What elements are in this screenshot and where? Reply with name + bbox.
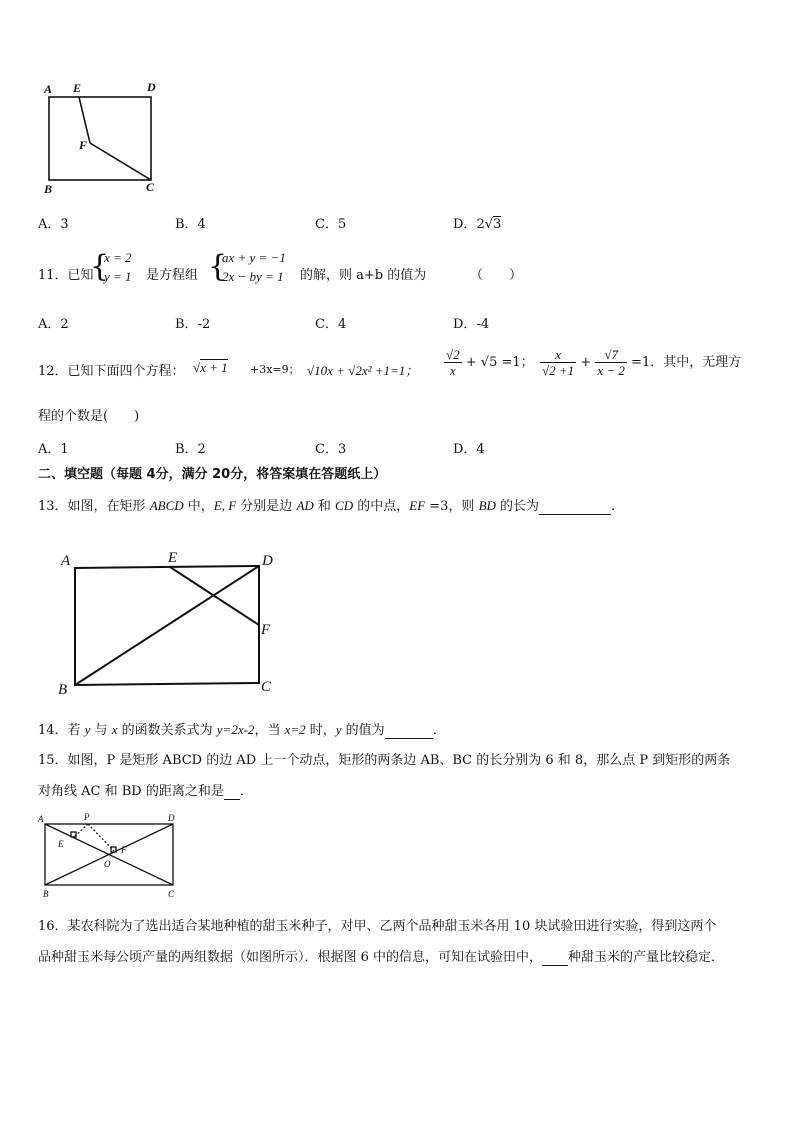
q11-number: 11．已知 <box>38 268 94 283</box>
q11-sys2-line1: ax + y = −1 <box>222 250 286 265</box>
fig10-seg-ef <box>79 97 90 143</box>
q12-eq3-num: √2 <box>446 347 460 362</box>
fig10-label-a: A <box>44 82 53 96</box>
q13-p5: 的中点， <box>353 499 410 514</box>
q11-option-b: B．-2 <box>175 317 211 332</box>
q13-ad: AD <box>296 498 314 513</box>
q11-mid-text: 是方程组 <box>146 268 199 283</box>
q12-eq4-tail: =1．其中，无理方 <box>631 355 742 370</box>
q12-eq1-tail: +3x=9； <box>250 363 300 376</box>
q13-p3: 分别是边 <box>236 499 297 514</box>
q14-p2: 与 <box>90 723 112 738</box>
q11-option-c: C．4 <box>315 317 347 332</box>
fig15-label-o: O <box>104 859 111 869</box>
q12-lead: 12．已知下面四个方程： <box>38 364 185 379</box>
q14-p5: 时， <box>305 723 336 738</box>
q13-text <box>38 495 624 515</box>
q14-end: ． <box>432 723 446 738</box>
sqrt-icon: √ <box>193 360 201 375</box>
q13-p7: 的长为 <box>495 499 540 514</box>
q15-answer-blank[interactable] <box>224 784 240 800</box>
section-2-heading: 二、填空题（每题 4分，满分 20分，将答案填在答题纸上） <box>38 467 387 482</box>
q13-p4: 和 <box>313 499 336 514</box>
q14-answer-blank[interactable] <box>385 723 433 739</box>
fig13-label-d: D <box>262 553 273 569</box>
q12-option-b: B．2 <box>175 442 206 457</box>
q12-eq2-text: 10x + √2x² +1=1； <box>314 363 419 378</box>
fig13-label-a: A <box>61 553 71 569</box>
q16-line2a: 品种甜玉米每公顷产量的两组数据（如图所示）．根据图 6 中的信息，可知在试验田中， <box>38 950 543 965</box>
q14-p4: ，当 <box>254 723 285 738</box>
q11-answer-paren: （ ） <box>470 268 523 283</box>
sqrt-icon: √ <box>484 217 494 232</box>
fig15-label-d: D <box>168 813 175 823</box>
figure-q13-rectangle <box>50 543 290 703</box>
q12-eq4a-num: x <box>540 347 576 363</box>
fig13-label-f: F <box>261 622 271 638</box>
q13-bd: BD <box>478 498 496 513</box>
figure-q10-rectangle <box>38 75 168 200</box>
q12-eq1 <box>193 360 228 376</box>
q12-option-d: D．4 <box>453 442 485 457</box>
q10-option-d-prefix: D． <box>453 217 477 232</box>
q12-option-a: A．1 <box>38 442 69 457</box>
q14-fx: y=2x-2 <box>216 722 255 737</box>
q13-p6: =3，则 <box>425 499 479 514</box>
q10-option-b: B．4 <box>175 217 206 232</box>
fig15-label-f: F <box>121 845 127 855</box>
q12-option-c: C．3 <box>315 442 347 457</box>
q12-eq3-tail: + √5 =1； <box>465 355 534 370</box>
q10-option-c: C．5 <box>315 217 347 232</box>
fig15-label-a: A <box>38 814 44 824</box>
fig10-label-f: F <box>79 138 88 152</box>
q12-eq3 <box>444 347 534 378</box>
q11-option-d: D．-4 <box>453 317 490 332</box>
q13-ef: E, F <box>213 498 237 513</box>
q14-text <box>38 719 446 739</box>
q11-sys2-line2: 2x − by = 1 <box>222 269 284 284</box>
q12-eq1-radicand: x + 1 <box>200 360 228 375</box>
q16-line2b: 种甜玉米的产量比较稳定． <box>568 950 725 965</box>
q14-p1: 14．若 <box>38 723 85 738</box>
left-brace-icon: { <box>208 249 228 284</box>
q14-y: y <box>84 722 91 737</box>
q13-cd: CD <box>335 498 354 513</box>
q11-option-a: A．2 <box>38 317 69 332</box>
q13-p2: 中， <box>183 499 214 514</box>
q14-cond: x=2 <box>284 722 306 737</box>
q12-eq4b-num: √7 <box>595 347 627 363</box>
fig13-label-e: E <box>168 550 178 566</box>
q15-line1: 15．如图，P 是矩形 ABCD 的边 AD 上一个动点，矩形的两条边 AB、BC 的长分别为 6 和 8，那么点 P 到矩形的两条 <box>38 753 731 768</box>
q14-x: x <box>111 722 118 737</box>
q11-sys1-line1: x = 2 <box>104 250 132 265</box>
q12-eq2 <box>307 360 418 379</box>
fig15-label-b: B <box>43 889 49 899</box>
q15-line2a: 对角线 AC 和 BD 的距离之和是 <box>38 784 224 799</box>
q15-line2b: ． <box>239 784 253 799</box>
q10-option-a: A．3 <box>38 217 69 232</box>
left-brace-icon: { <box>90 249 110 284</box>
q16-line2 <box>38 946 724 966</box>
q14-p6: 的值为 <box>341 723 385 738</box>
q12-eq4a-den: √2 +1 <box>542 363 575 378</box>
q16-answer-blank[interactable] <box>542 950 568 966</box>
q13-p1: 13．如图，在矩形 <box>38 499 150 514</box>
fig10-label-c: C <box>146 180 155 194</box>
q14-y2: y <box>335 722 342 737</box>
q13-answer-blank[interactable] <box>539 499 611 515</box>
q13-ef-eq: EF <box>409 498 426 513</box>
q10-option-d-value: 2 <box>476 217 485 232</box>
q11-sys1-line2: y = 1 <box>104 269 132 284</box>
q10-option-d-radicand: 3 <box>493 217 502 232</box>
q13-abcd: ABCD <box>149 498 184 513</box>
fig10-label-b: B <box>44 182 53 196</box>
fig15-label-c: C <box>168 889 175 899</box>
fig10-seg-fc <box>90 143 151 180</box>
q15-line2 <box>38 780 253 800</box>
figure-q15-rectangle <box>35 810 185 902</box>
fig13-label-c: C <box>261 679 272 695</box>
fig10-label-e: E <box>73 81 82 95</box>
q14-p3: 的函数关系式为 <box>117 723 217 738</box>
q13-end: ． <box>611 499 625 514</box>
fig15-label-p: P <box>84 812 90 822</box>
fig10-rect <box>49 97 151 180</box>
q10-option-d <box>453 213 501 232</box>
q16-line1: 16．某农科院为了选出适合某地种植的甜玉米种子，对甲、乙两个品种甜玉米各用 10 块试验田进行实验，得到这两个 <box>38 919 717 934</box>
q11-tail-text: 的解，则 a+b 的值为 <box>300 268 427 283</box>
q12-line2: 程的个数是( ) <box>38 409 140 424</box>
fig13-diag-bd <box>75 566 259 685</box>
q12-eq3-den: x <box>449 363 456 378</box>
fig10-label-d: D <box>147 80 156 94</box>
q12-eq4b-den: x − 2 <box>597 363 625 378</box>
fig15-label-e: E <box>58 839 64 849</box>
fig13-label-b: B <box>58 682 68 698</box>
sqrt-icon: √ <box>307 363 315 378</box>
q12-eq4: $\frac{x}{√2 +1}$ + $\frac{√7}{x - 2}$ =1．其中，无理方 <box>542 347 742 378</box>
